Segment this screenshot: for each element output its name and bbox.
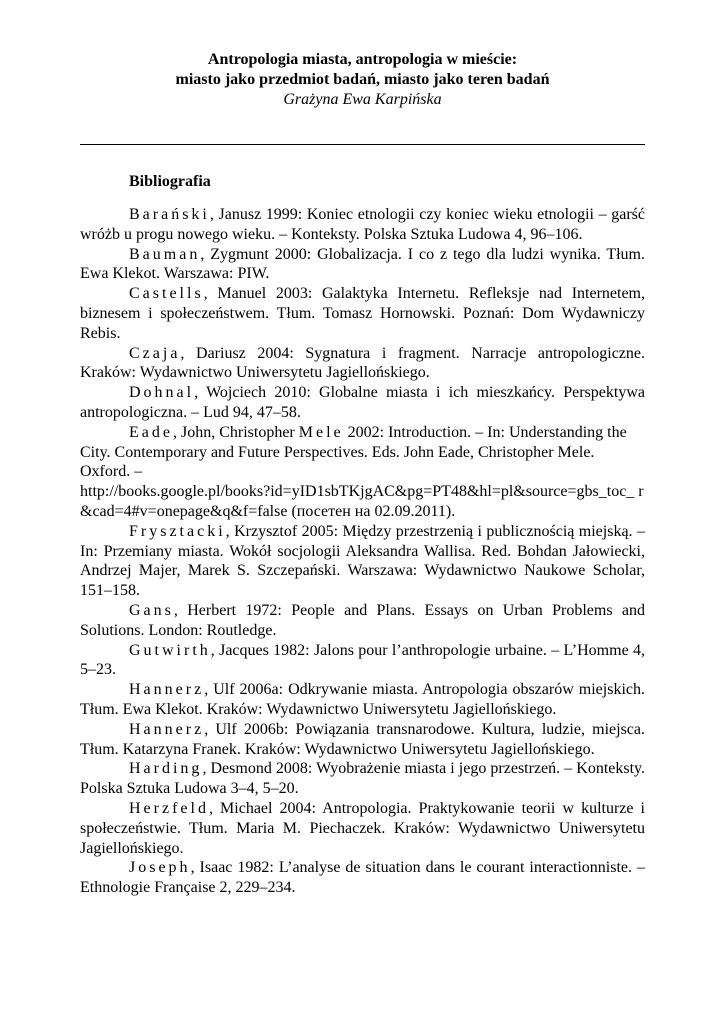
bibliography-entry (80, 799, 645, 858)
entry-text: , Michael 2004: Antropologia. Praktykowanie teorii w kulturze i społeczeństwie. Tłum. Maria M. Piechaczek. Kraków: Wydawnictwo Uniwersytetu Jagiellońskiego. (80, 799, 645, 857)
entry-author-surname: Barański (129, 206, 210, 223)
bibliography-entry (80, 423, 645, 522)
bibliography-entry (80, 759, 645, 799)
entry-text: , Janusz 1999: Koniec etnologii czy koniec wieku etnologii – garść wróżb u progu nowego wieku. – Konteksty. Polska Sztuka Ludowa 4, 96–106. (80, 206, 645, 243)
bibliography-entry (80, 522, 645, 601)
document-header (80, 50, 645, 110)
bibliography-entry (80, 344, 645, 384)
entry-author-surname: Czaja (129, 344, 181, 362)
entry-text: , Dariusz 2004: Sygnatura i fragment. Narracje antropologiczne. Kraków: Wydawnictwo Uniwersytetu Jagiellońskiego. (80, 344, 645, 382)
entry-text: , Jacques 1982: Jalons pour l’anthropologie urbaine. – L’Homme 4, 5–23. (80, 641, 645, 679)
bibliography-entry (80, 858, 645, 898)
document-author: Grażyna Ewa Karpińska (283, 91, 442, 108)
bibliography-list (80, 205, 645, 898)
entry-author-surname: Herzfeld (129, 799, 209, 817)
bibliography-entry (80, 680, 645, 720)
document-title-line-2: miasto jako przedmiot badań, miasto jako teren badań (175, 71, 550, 88)
entry-text: , Krzysztof 2005: Między przestrzenią i publicznością miejską. – In: Przemiany miasta. Wokół socjologii Aleksandra Wallisa. Red. Bohdan Jałowiecki, Andrzej Majer, Marek S. Szczepański. Warszawa: Wydawnictwo Naukowe Scholar, 151–158. (80, 522, 645, 600)
entry-text: , John, Christopher (172, 423, 299, 441)
entry-text: , Wojciech 2010: Globalne miasta i ich mieszkańcy. Perspektywa antropologiczna. – Lud 94, 47–58. (80, 384, 645, 421)
document-title-line-1: Antropologia miasta, antropologia w mieście: (207, 51, 518, 68)
entry-author-surname: Gans (129, 601, 174, 619)
entry-text: , Manuel 2003: Galaktyka Internetu. Refleksje nad Internetem, biznesem i społeczeństwem. Tłum. Tomasz Hornowski. Poznań: Dom Wydawniczy Rebis. (80, 285, 645, 342)
section-title: Bibliografia (129, 173, 211, 190)
entry-text: , Herbert 1972: People and Plans. Essays on Urban Problems and Solutions. London: Routledge. (80, 601, 645, 639)
entry-author-surname: Bauman (129, 245, 201, 263)
entry-author-surname: Joseph (129, 859, 191, 877)
entry-text: , Desmond 2008: Wyobrażenie miasta i jego przestrzeń. – Konteksty. Polska Sztuka Ludowa 3–4, 5–20. (80, 760, 645, 798)
entry-coauthor-surname: Mele (298, 423, 344, 441)
entry-author-surname: Eade (129, 423, 173, 441)
bibliography-entry (80, 720, 645, 760)
entry-author-surname: Castells (129, 285, 204, 303)
bibliography-entry (80, 383, 645, 423)
entry-url-link[interactable]: http://books.google.pl/books?id=yID1sbTKjgAC&pg=PT48&hl=pl&source=gbs_toc_ r&cad=4#v=onepage&q&f=false (посетен на 02.09.2011). (80, 483, 644, 520)
entry-author-surname: Dohnal (129, 384, 195, 402)
entry-text: , Ulf 2006b: Powiązania transnarodowe. Kultura, ludzie, miejsca. Tłum. Katarzyna Franek. Kraków: Wydawnictwo Uniwersytetu Jagiellońskiego. (80, 720, 645, 758)
header-divider (80, 144, 645, 145)
entry-author-surname: Gutwirth (129, 641, 211, 659)
entry-text: , Isaac 1982: L’analyse de situation dans le courant interactionniste. – Ethnologie Française 2, 229–234. (80, 859, 645, 897)
entry-text: , Zygmunt 2000: Globalizacja. I co z tego dla ludzi wynika. Tłum. Ewa Klekot. Warszawa: PIW. (80, 245, 645, 283)
entry-author-surname: Harding (129, 760, 203, 778)
bibliography-entry (80, 641, 645, 681)
entry-text: 2002: Introduction. – In: Understanding the City. Contemporary and Future Perspectives. Eds. John Eade, Christopher Mele. Oxford. – (80, 423, 627, 481)
bibliography-entry (80, 601, 645, 641)
entry-text: , Ulf 2006a: Odkrywanie miasta. Antropologia obszarów miejskich. Tłum. Ewa Klekot. Kraków: Wydawnictwo Uniwersytetu Jagiellońskiego. (80, 681, 645, 718)
bibliography-entry (80, 205, 645, 245)
entry-author-surname: Hannerz (129, 720, 205, 738)
entry-author-surname: Hannerz (129, 681, 205, 699)
entry-author-surname: Frysztacki (129, 522, 226, 540)
bibliography-entry (80, 245, 645, 285)
bibliography-entry (80, 284, 645, 343)
